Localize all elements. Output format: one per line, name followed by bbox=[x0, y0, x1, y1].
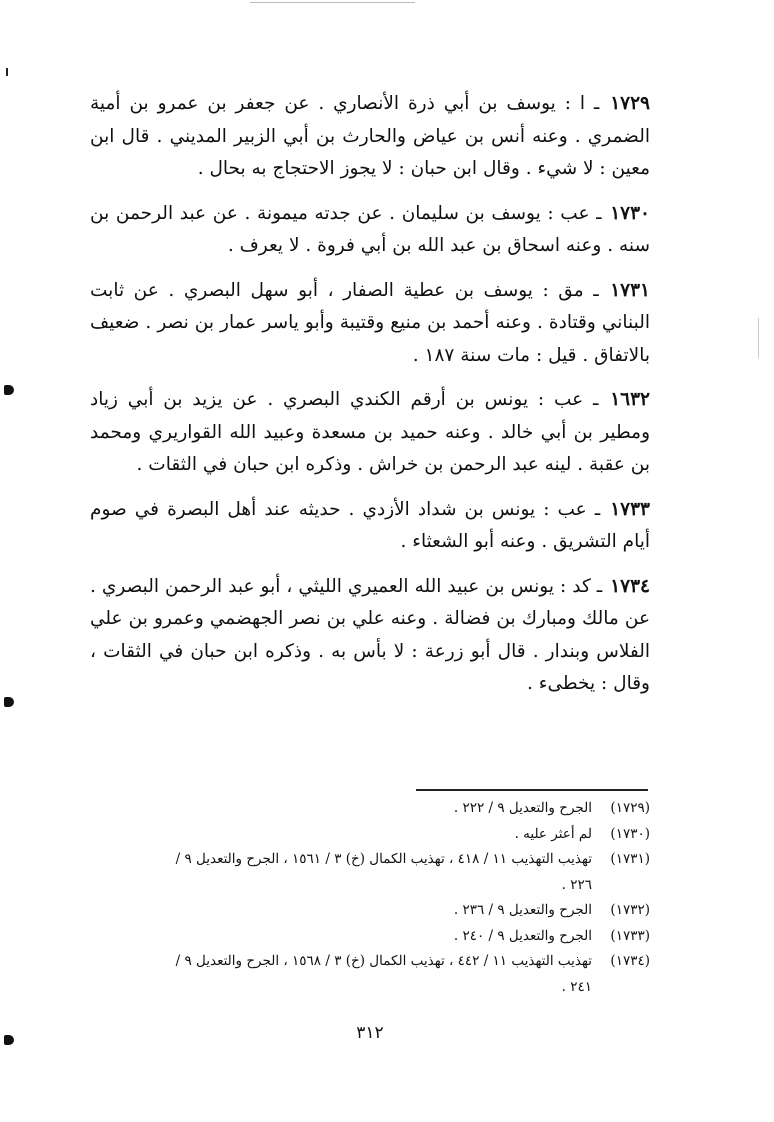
top-divider bbox=[250, 2, 415, 3]
footnote-number: (١٧٣٣) bbox=[610, 927, 650, 944]
entry-number: ١٧٣٤ bbox=[610, 575, 650, 597]
page-number: ٣١٢ bbox=[356, 1023, 384, 1043]
binding-mark bbox=[4, 385, 14, 395]
footnote-text: لم أعثر عليه . bbox=[514, 825, 592, 842]
entry bbox=[90, 275, 650, 373]
entry-text: ـ عب : يونس بن شداد الأزدي . حديثه عند أهل البصرة في صوم أيام التشريق . وعنه أبو الشعثاء . bbox=[90, 498, 650, 552]
footnote bbox=[90, 822, 650, 848]
entry-number: ١٦٣٢ bbox=[610, 389, 650, 410]
entry-text: ـ عب : يونس بن أرقم الكندي البصري . عن يزيد بن أبي زياد ومطير بن أبي خالد . وعنه حميد بن مسعدة وعبيد الله القواريري ومحمد بن عقبة . لينه عبد الرحمن بن خراش . وذكره ابن حبان في الثقات . bbox=[90, 389, 650, 475]
entry-text: ـ ا : يوسف بن أبي ذرة الأنصاري . عن جعفر بن عمرو بن أمية الضمري . وعنه أنس بن عياض والحارث بن أبي الزبير المديني . قال ابن معين : لا شيء . وقال ابن حبان : لا يجوز الاحتجاج به بحال . bbox=[90, 93, 650, 179]
footnote-number: (١٧٢٩) bbox=[610, 800, 650, 816]
footnote-number: (١٧٣٠) bbox=[610, 825, 650, 842]
footnote-text: الجرح والتعديل ٩ / ٢٣٦ . bbox=[453, 902, 592, 918]
entry-text: ـ مق : يوسف بن عطية الصفار ، أبو سهل البصري . عن ثابت البناني وقتادة . وعنه أحمد بن منيع وقتيبة وأبو ياسر عمار بن نصر . ضعيف بالاتفاق . قيل : مات سنة ١٨٧ . bbox=[90, 279, 650, 366]
footnote-separator bbox=[416, 789, 648, 791]
entry bbox=[90, 384, 650, 482]
footnote bbox=[90, 949, 650, 975]
binding-mark bbox=[4, 1035, 14, 1045]
entry-number: ١٧٢٩ bbox=[610, 93, 650, 114]
footnote-text: الجرح والتعديل ٩ / ٢٢٢ . bbox=[453, 800, 592, 816]
footnote bbox=[90, 847, 650, 873]
entry-number: ١٧٣١ bbox=[610, 279, 650, 301]
footnote-number: (١٧٣١) bbox=[610, 851, 650, 867]
entry bbox=[90, 88, 650, 186]
margin-mark bbox=[6, 68, 8, 76]
footnote-continuation: ٢٢٦ . bbox=[561, 876, 592, 893]
footnote bbox=[90, 898, 650, 924]
footnote-text: الجرح والتعديل ٩ / ٢٤٠ . bbox=[453, 927, 592, 944]
footnote-text: تهذيب التهذيب ١١ / ٤٤٢ ، تهذيب الكمال (خ) ٣ / ١٥٦٨ ، الجرح والتعديل ٩ / bbox=[175, 953, 592, 969]
footnote-number: (١٧٣٢) bbox=[610, 902, 650, 918]
footnote-continuation: ٢٤١ . bbox=[561, 978, 592, 995]
entry-text: ـ كد : يونس بن عبيد الله العميري الليثي ، أبو عبد الرحمن البصري . عن مالك ومبارك بن فضالة . وعنه علي بن نصر الجهضمي وعمرو بن علي الفلاس وبندار . قال أبو زرعة : لا بأس به . وذكره ابن حبان في الثقات ، وقال : يخطىء . bbox=[90, 575, 650, 694]
footnote bbox=[90, 796, 650, 822]
footnote bbox=[90, 924, 650, 950]
entry-text: ـ عب : يوسف بن سليمان . عن جدته ميمونة . عن عبد الرحمن بن سنه . وعنه اسحاق بن عبد الله بن أبي فروة . لا يعرف . bbox=[90, 202, 650, 256]
main-text bbox=[90, 88, 650, 713]
entry bbox=[90, 198, 650, 263]
entry bbox=[90, 571, 650, 701]
binding-mark bbox=[4, 697, 14, 707]
entry-number: ١٧٣٠ bbox=[610, 202, 650, 224]
entry bbox=[90, 494, 650, 559]
entry-number: ١٧٣٣ bbox=[610, 498, 650, 520]
footnote-number: (١٧٣٤) bbox=[610, 953, 650, 969]
footnote-text: تهذيب التهذيب ١١ / ٤١٨ ، تهذيب الكمال (خ) ٣ / ١٥٦١ ، الجرح والتعديل ٩ / bbox=[175, 851, 592, 867]
margin-line bbox=[758, 318, 759, 358]
footnotes bbox=[90, 796, 650, 1000]
